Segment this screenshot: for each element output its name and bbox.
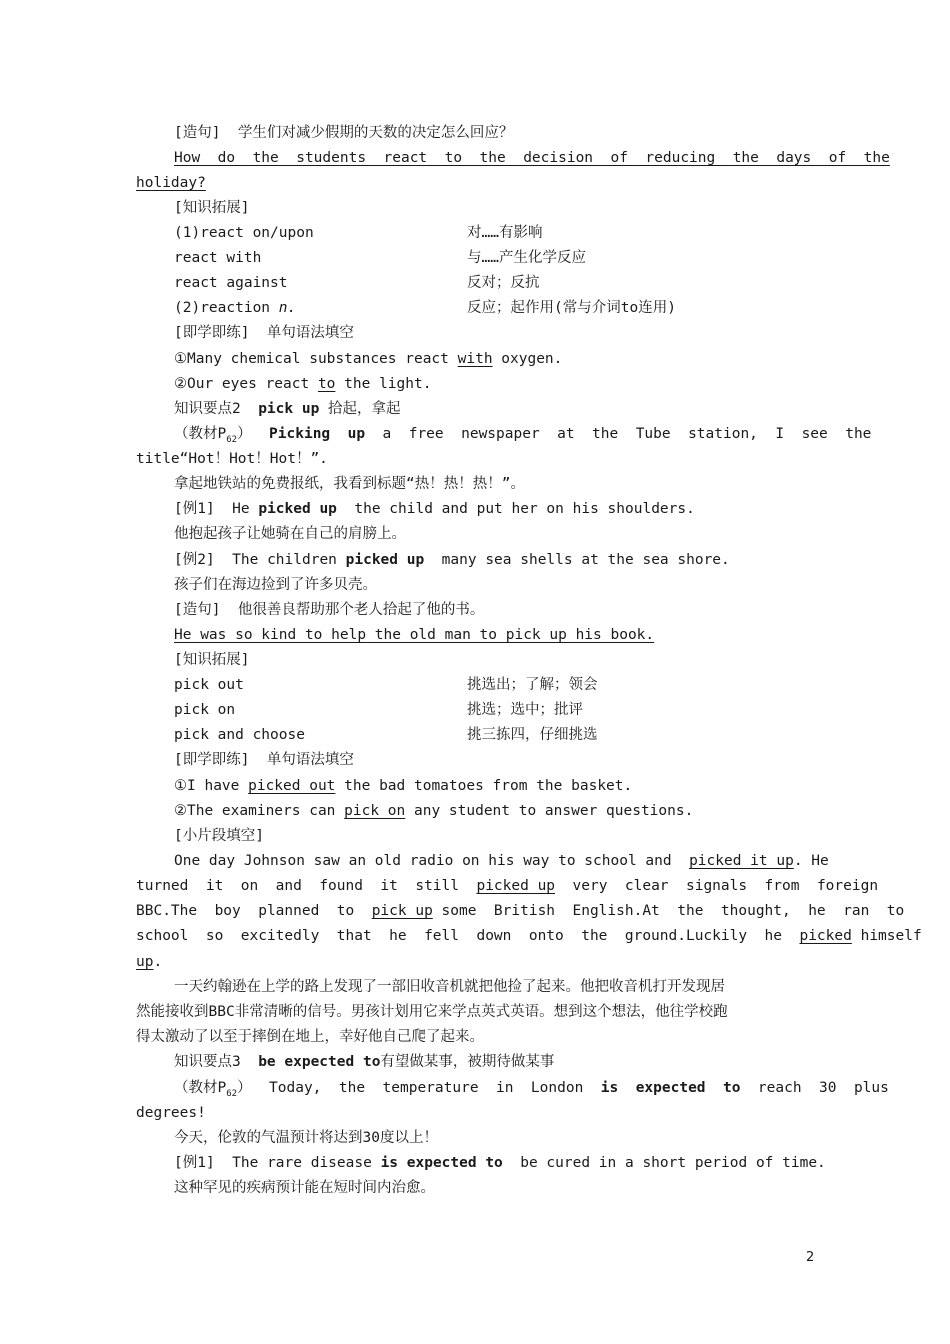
phrase: react with [174, 250, 262, 266]
example-text: the child and put her on his shoulders. [336, 501, 695, 517]
example-sentence [174, 1153, 826, 1173]
passage-text: himself [851, 928, 922, 944]
passage-text: One day Johnson saw an old radio on his way to school and [174, 853, 690, 869]
text-line: [造句] 学生们对减少假期的天数的决定怎么回应？ [174, 125, 514, 141]
exercise-text: oxygen. [492, 351, 563, 367]
translation: 这种罕见的疾病预计能在短时间内治愈。 [174, 1180, 435, 1196]
passage-line [136, 926, 922, 946]
heading-text: 有望做某事，被期待做某事 [380, 1054, 555, 1070]
answer-blank: to [317, 376, 336, 392]
answer-blank: pick up [371, 903, 433, 919]
key-phrase: picked up [258, 501, 337, 517]
phrase: react against [174, 275, 288, 291]
phrase-meaning: 挑选出；了解；领会 [467, 677, 598, 693]
answer-blank: picked out [248, 778, 336, 794]
section-label: [知识拓展] [174, 200, 250, 216]
phrase-row [174, 223, 314, 243]
passage-text: very clear signals from foreign [555, 878, 879, 894]
answer-line: How do the students react to the decision of reducing the days of the [174, 150, 890, 166]
answer-blank: picked [799, 928, 852, 944]
passage-text: some British English.At the thought, he ran to [432, 903, 905, 919]
answer-blank: with [457, 351, 493, 367]
exercise-line [174, 776, 632, 796]
answer-blank: picked it up [689, 853, 794, 869]
quote-text: reach 30 plus [740, 1080, 889, 1096]
section-label: [小片段填空] [174, 828, 264, 844]
exercise-text: the bad tomatoes from the basket. [335, 778, 633, 794]
exercise-line [174, 349, 562, 369]
passage-text: school so excitedly that he fell down onto the ground.Luckily he [136, 928, 800, 944]
phrase-meaning: 反应；起作用(常与介词to连用) [467, 300, 676, 316]
page-ref: 62 [226, 434, 238, 445]
exercise-text: ①Many chemical substances react [174, 351, 458, 367]
example-text: many sea shells at the sea shore. [424, 552, 730, 568]
key-phrase: is expected to [380, 1155, 503, 1171]
answer-line: He was so kind to help the old man to pick up his book. [174, 627, 655, 643]
heading-text: 知识要点3 [174, 1054, 259, 1070]
source-label: （教材P [174, 426, 227, 442]
translation: 得太激动了以至于摔倒在地上，幸好他自己爬了起来。 [136, 1029, 484, 1045]
exercise-line [174, 374, 431, 394]
passage-line [136, 901, 905, 921]
answer-line: holiday? [136, 175, 206, 191]
passage-line [136, 952, 162, 972]
translation: 一天约翰逊在上学的路上发现了一部旧收音机就把他捡了起来。他把收音机打开发现居 [174, 979, 725, 995]
passage-text: . He [793, 853, 829, 869]
translation: 他抱起孩子让她骑在自己的肩膀上。 [174, 526, 406, 542]
translation: 今天，伦敦的气温预计将达到30度以上！ [174, 1130, 438, 1146]
phrase-meaning: 挑三拣四，仔细挑选 [467, 727, 598, 743]
part-of-speech: n. [278, 300, 297, 316]
text-line: [造句] 他很善良帮助那个老人拾起了他的书。 [174, 602, 485, 618]
page-number: 2 [806, 1250, 815, 1265]
exercise-text: ②The examiners can [174, 803, 345, 819]
page-ref: 62 [226, 1088, 238, 1099]
phrase: pick and choose [174, 727, 305, 743]
phrase: (1)react on/upon [174, 225, 314, 241]
example-text: [例1] He [174, 501, 259, 517]
section-label: [知识拓展] [174, 652, 250, 668]
key-phrase: picked up [345, 552, 425, 568]
key-phrase: is expected to [600, 1080, 741, 1096]
phrase-meaning: 与……产生化学反应 [467, 250, 586, 266]
passage-text: . [153, 954, 163, 970]
heading-text: 知识要点2 [174, 401, 259, 417]
answer-blank: pick on [344, 803, 406, 819]
phrase: pick on [174, 702, 236, 718]
quote-text: ） Today, the temperature in London [237, 1080, 601, 1096]
textbook-quote: degrees! [136, 1105, 206, 1121]
example-text: [例1] The rare disease [174, 1155, 381, 1171]
key-point-heading [174, 1052, 554, 1072]
passage-text: turned it on and found it still [136, 878, 477, 894]
quote-text: a free newspaper at the Tube station, I see the [365, 426, 872, 442]
textbook-quote [174, 1078, 889, 1104]
translation: 然能接收到BBC非常清晰的信号。男孩计划用它来学点英式英语。想到这个想法，他往学校跑 [136, 1004, 728, 1020]
example-text: be cured in a short period of time. [502, 1155, 826, 1171]
key-phrase: be expected to [258, 1054, 381, 1070]
phrase-row [174, 298, 296, 318]
exercise-text: the light. [335, 376, 432, 392]
textbook-quote: title“Hot！Hot！Hot！”. [136, 451, 328, 467]
translation: 拿起地铁站的免费报纸，我看到标题“热！热！热！”。 [174, 476, 525, 492]
translation: 孩子们在海边捡到了许多贝壳。 [174, 577, 377, 593]
exercise-text: ①I have [174, 778, 249, 794]
example-text: [例2] The children [174, 552, 346, 568]
key-point-heading [174, 399, 401, 419]
key-phrase: pick up [258, 401, 320, 417]
exercise-text: ②Our eyes react [174, 376, 318, 392]
example-sentence [174, 550, 730, 570]
section-label: [即学即练] 单句语法填空 [174, 752, 354, 768]
source-label: （教材P [174, 1080, 227, 1096]
exercise-line [174, 801, 693, 821]
textbook-quote [174, 424, 872, 450]
key-phrase: Picking up [269, 426, 366, 442]
heading-text: 拾起，拿起 [319, 401, 401, 417]
passage-line [174, 851, 829, 871]
phrase: (2)reaction [174, 300, 279, 316]
phrase-meaning: 对……有影响 [467, 225, 543, 241]
answer-blank: picked up [476, 878, 556, 894]
source-label: ） [237, 426, 270, 442]
phrase-meaning: 反对；反抗 [467, 275, 540, 291]
answer-blank: up [136, 954, 154, 970]
phrase: pick out [174, 677, 244, 693]
passage-line [136, 876, 879, 896]
passage-text: BBC.The boy planned to [136, 903, 372, 919]
example-sentence [174, 499, 695, 519]
phrase-meaning: 挑选；选中；批评 [467, 702, 583, 718]
section-label: [即学即练] 单句语法填空 [174, 325, 354, 341]
exercise-text: any student to answer questions. [405, 803, 694, 819]
